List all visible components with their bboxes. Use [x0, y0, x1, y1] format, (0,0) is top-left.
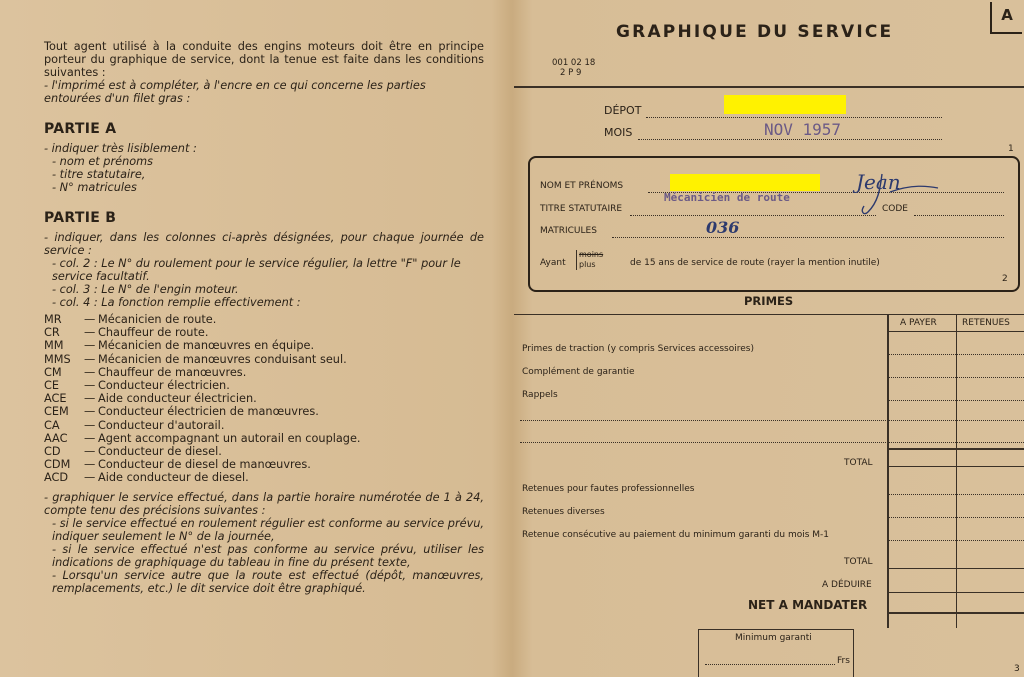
graph-lead: - graphiquer le service effectué, dans la partie horaire numérotée de 1 à 24, compte tenu des précisions suivantes :: [44, 490, 484, 517]
col4-instruction: - col. 4 : La fonction remplie effectivement :: [52, 296, 301, 309]
partie-a-item: - nom et prénoms: [52, 155, 154, 168]
form-code: [552, 58, 595, 78]
graph-item: - si le service effectué en roulement régulier est conforme au service prévu, indiquer seulement le N° de la journée,: [52, 516, 484, 543]
row-rule: [888, 540, 1024, 541]
titre-stamp: Mécanicien de route: [664, 191, 790, 204]
redaction-depot: [724, 95, 846, 114]
col2-instruction: - col. 2 : Le N° du roulement pour le service régulier, la lettre "F" pour le service facultatif.: [52, 257, 461, 283]
row-rule: [888, 377, 1024, 378]
partie-a-lead: - indiquer très lisiblement :: [44, 142, 197, 155]
partie-a-item: - N° matricules: [52, 181, 137, 194]
abbr-code: ACD: [44, 471, 69, 485]
retenue-row-label: Retenues pour fautes professionnelles: [522, 484, 695, 494]
minimum-garanti-box: [698, 629, 854, 677]
abbreviation-row: MR — Mécanicien de route.: [44, 313, 217, 326]
abbr-text: Aide conducteur électricien.: [98, 392, 257, 406]
abbreviation-row: ACD — Aide conducteur de diesel.: [44, 471, 249, 485]
abbreviation-row: CE — Conducteur électricien.: [44, 379, 230, 393]
abbr-text: Chauffeur de manœuvres.: [98, 365, 247, 379]
form-code-line1: 001 02 18: [552, 58, 596, 68]
primes-top-rule: [514, 314, 1024, 315]
abbr-text: Conducteur de diesel de manœuvres.: [98, 458, 311, 472]
titre-field-line: [630, 215, 876, 216]
partie-b-title: PARTIE B: [44, 210, 117, 226]
abbr-text: Aide conducteur de diesel.: [98, 471, 249, 485]
header-rule: [514, 86, 1024, 88]
corner-letter-box: A: [990, 2, 1022, 34]
code-label: CODE: [882, 204, 908, 214]
abbreviation-row: AAC — Agent accompagnant un autorail en couplage.: [44, 431, 361, 445]
mois-field-line: [638, 139, 942, 140]
abbr-code: MM: [44, 339, 64, 353]
box-number: 2: [1002, 274, 1008, 284]
col-divider-1: [887, 314, 889, 628]
prime-row-label: Primes de traction (y compris Services accessoires): [522, 344, 754, 354]
abbr-code: MMS: [44, 352, 71, 366]
abbr-text: Mécanicien de route.: [98, 313, 217, 326]
abbreviation-row: MM — Mécanicien de manœuvres en équipe.: [44, 339, 315, 353]
retenue-row-label: Retenue consécutive au paiement du minimum garanti du mois M-1: [522, 530, 830, 540]
minimum-garanti-label: Minimum garanti: [735, 633, 812, 643]
plus-option: plus: [579, 260, 596, 269]
abbr-code: ACE: [44, 392, 67, 406]
minimum-field-line: [705, 664, 835, 665]
net-a-mandater-label: NET A MANDATER: [748, 598, 868, 612]
nom-label: NOM ET PRÉNOMS: [540, 181, 624, 191]
abbr-text: Conducteur de diesel.: [98, 445, 222, 459]
row-rule: [888, 400, 1024, 401]
blank-row-rule: [520, 420, 1024, 421]
abbr-code: CEM: [44, 405, 69, 419]
total-1-label: TOTAL: [844, 458, 873, 468]
redaction-nom: [670, 174, 820, 191]
signature-flourish: [820, 168, 940, 218]
abbr-code: CDM: [44, 458, 71, 472]
matricules-handwriting: 036: [706, 218, 740, 237]
total-1-rule-bottom: [888, 466, 1024, 467]
form-title: GRAPHIQUE DU SERVICE: [616, 22, 894, 42]
moins-option: moins: [579, 250, 604, 259]
col-divider-2: [956, 314, 957, 628]
abbr-text: Mécanicien de manœuvres conduisant seul.: [98, 352, 347, 366]
abbr-code: AAC: [44, 431, 68, 445]
col-a-payer-header: A PAYER: [900, 318, 937, 328]
instructions-column: [44, 40, 484, 595]
abbr-code: MR: [44, 313, 62, 326]
abbr-text: Conducteur électricien de manœuvres.: [98, 405, 319, 419]
abbr-text: Chauffeur de route.: [98, 326, 209, 340]
abbr-text: Mécanicien de manœuvres en équipe.: [98, 339, 315, 353]
blank-row-rule: [520, 442, 1024, 443]
margin-mark: 1: [1008, 144, 1014, 154]
row-rule: [888, 494, 1024, 495]
abbr-code: CE: [44, 379, 60, 393]
abbr-code: CD: [44, 445, 61, 459]
partie-b-lead: - indiquer, dans les colonnes ci-après désignées, pour chaque journée de service :: [44, 231, 484, 257]
abbreviation-row: ACE — Aide conducteur électricien.: [44, 392, 257, 406]
mois-stamp: NOV 1957: [764, 120, 842, 139]
total-2-label: TOTAL: [844, 557, 873, 567]
partie-a-title: PARTIE A: [44, 121, 117, 137]
ayant-label: Ayant: [540, 258, 566, 268]
frs-label: Frs: [837, 656, 850, 666]
prime-row-label: Rappels: [522, 390, 558, 400]
abbreviation-row: CDM — Conducteur de diesel de manœuvres.: [44, 458, 311, 472]
abbreviation-row: MMS — Mécanicien de manœuvres conduisant seul.: [44, 352, 347, 366]
page-mark: 3: [1014, 664, 1020, 674]
graph-item: - Lorsqu'un service autre que la route est effectué (dépôt, manœuvres, remplacements, etc.) le dit service doit être graphiqué.: [52, 568, 484, 595]
abbr-code: CM: [44, 365, 62, 379]
matricules-label: MATRICULES: [540, 226, 597, 236]
prime-row-label: Complément de garantie: [522, 367, 635, 377]
abbr-text: Conducteur électricien.: [98, 379, 230, 393]
intro-paragraph: Tout agent utilisé à la conduite des engins moteurs doit être en principe porteur du graphique de service, dont la tenue est faite dans les conditions suivantes :: [44, 40, 484, 79]
mois-label: MOIS: [604, 126, 633, 139]
graph-item: - si le service effectué n'est pas conforme au service prévu, utiliser les indications de graphiquage du tableau in fine du présent texte,: [52, 542, 484, 569]
abbr-text: Agent accompagnant un autorail en couplage.: [98, 431, 361, 445]
titre-label: TITRE STATUTAIRE: [540, 204, 623, 214]
abbr-code: CA: [44, 418, 60, 432]
depot-field-line: [646, 117, 942, 118]
row-rule: [888, 354, 1024, 355]
net-rule: [888, 612, 1024, 614]
row-rule: [888, 517, 1024, 518]
abbr-text: Conducteur d'autorail.: [98, 418, 225, 432]
total-1-rule: [888, 448, 1024, 450]
identity-box: [528, 156, 1020, 292]
nom-handwriting: Jean: [856, 170, 901, 194]
abbreviation-row: CR — Chauffeur de route.: [44, 326, 209, 340]
code-field-line: [914, 215, 1004, 216]
abbreviation-row: CM — Chauffeur de manœuvres.: [44, 365, 247, 379]
abbreviation-row: CA — Conducteur d'autorail.: [44, 418, 225, 432]
col3-instruction: - col. 3 : Le N° de l'engin moteur.: [52, 283, 239, 296]
abbreviation-row: CD — Conducteur de diesel.: [44, 445, 222, 459]
abbr-code: CR: [44, 326, 60, 340]
retenue-row-label: Retenues diverses: [522, 507, 605, 517]
moins-plus-choice: [576, 250, 603, 270]
form-page: [512, 0, 1024, 677]
intro-note: - l'imprimé est à compléter, à l'encre en ce qui concerne les parties entourées d'un filet gras :: [44, 79, 426, 105]
matricules-field-line: [612, 237, 1004, 238]
col-retenues-header: RETENUES: [962, 318, 1010, 328]
a-deduire-label: A DÉDUIRE: [822, 580, 872, 590]
primes-title: PRIMES: [744, 294, 794, 308]
total-2-rule: [888, 568, 1024, 569]
partie-a-item: - titre statutaire,: [52, 168, 146, 181]
depot-label: DÉPOT: [604, 104, 642, 117]
form-code-line2: 2 P 9: [560, 68, 582, 78]
abbreviation-row: CEM — Conducteur électricien de manœuvres.: [44, 405, 319, 419]
abbreviation-list: [44, 313, 484, 485]
ayant-rest: de 15 ans de service de route (rayer la mention inutile): [630, 258, 880, 268]
a-deduire-rule: [888, 592, 1024, 593]
